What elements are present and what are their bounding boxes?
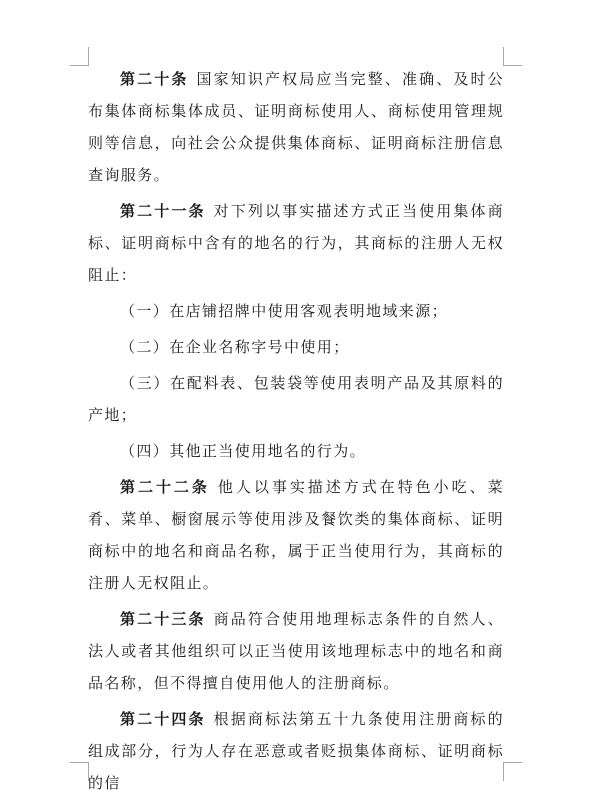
article-title: 第二十一条 — [120, 202, 206, 220]
article-21-item-4: （四）其他正当使用地名的行为。 — [120, 442, 367, 460]
article-text: 国家知识产权局应当完整、准确、及时公布集体商标集体成员、证明商标使用人、商标使用管理规则等信息，向社会公众提供集体商标、证明商标注册信息查询服务。 — [88, 70, 504, 184]
article-title: 第二十二条 — [120, 478, 210, 496]
article-title: 第二十三条 — [120, 610, 206, 628]
article-21-item-3: （三）在配料表、包装袋等使用表明产品及其原料的产地； — [88, 374, 504, 424]
crop-mark-bottom-right — [503, 762, 522, 781]
article-20 — [88, 63, 504, 191]
crop-mark-top-left — [70, 47, 89, 66]
article-24 — [88, 703, 504, 799]
crop-mark-top-right — [503, 47, 522, 66]
article-text: 根据商标法第五十九条使用注册商标的组成部分，行为人存在恶意或者贬损集体商标、证明商标的信 — [88, 710, 504, 792]
article-text: 商品符合使用地理标志条件的自然人、法人或者其他组织可以正当使用该地理标志中的地名和商品名称，但不得擅自使用他人的注册商标。 — [88, 610, 504, 692]
article-21-item-1: （一）在店铺招牌中使用客观表明地域来源； — [120, 302, 449, 320]
article-23 — [88, 603, 504, 699]
article-21 — [88, 195, 504, 291]
article-21-item-2: （二）在企业名称字号中使用； — [120, 338, 350, 356]
crop-mark-bottom-left — [70, 762, 89, 781]
document-body[interactable] — [88, 63, 504, 803]
article-22 — [88, 471, 504, 599]
article-text: 对下列以事实描述方式正当使用集体商标、证明商标中含有的地名的行为，其商标的注册人无权阻止： — [88, 202, 504, 284]
article-title: 第二十条 — [120, 70, 189, 88]
article-title: 第二十四条 — [120, 710, 206, 728]
article-text: 他人以事实描述方式在特色小吃、菜肴、菜单、橱窗展示等使用涉及餐饮类的集体商标、证明商标中的地名和商品名称，属于正当使用行为，其商标的注册人无权阻止。 — [88, 478, 504, 592]
